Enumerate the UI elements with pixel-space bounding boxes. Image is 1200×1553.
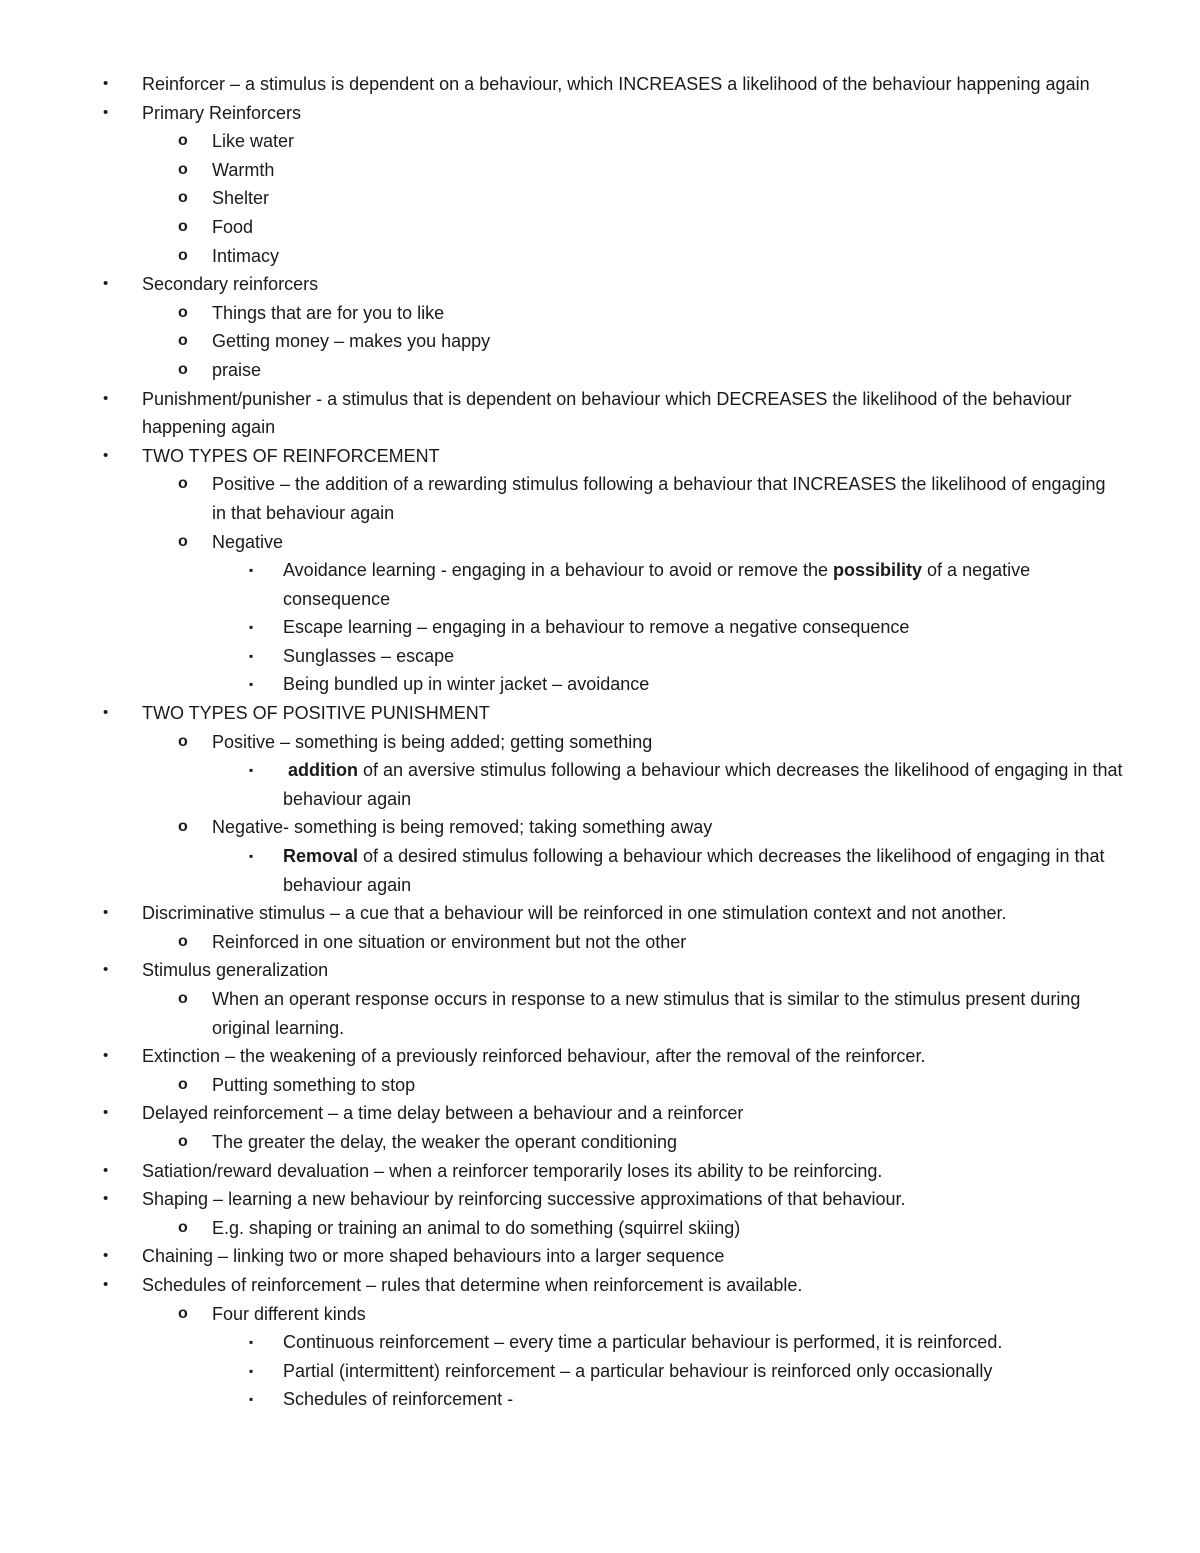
list-item-level-2 bbox=[0, 1214, 1122, 1243]
circle-marker: o bbox=[178, 360, 188, 378]
list-item-level-3 bbox=[0, 756, 1128, 813]
list-item-level-2 bbox=[0, 1300, 1122, 1329]
circle-marker: o bbox=[178, 1218, 188, 1236]
bullet-marker: • bbox=[103, 446, 109, 464]
circle-marker: o bbox=[178, 246, 188, 264]
list-item-level-1 bbox=[0, 956, 1122, 985]
list-item-level-2 bbox=[0, 470, 1122, 527]
list-item-text: Positive – the addition of a rewarding stimulus following a behaviour that INCREASES the likelihood of engaging in that behaviour again bbox=[212, 474, 1106, 523]
list-item-level-2 bbox=[0, 985, 1122, 1042]
list-item-text: Reinforcer – a stimulus is dependent on a behaviour, which INCREASES a likelihood of the behaviour happening again bbox=[142, 74, 1090, 94]
circle-marker: o bbox=[178, 303, 188, 321]
list-item-level-2 bbox=[0, 184, 1122, 213]
list-item-level-2 bbox=[0, 1128, 1122, 1157]
list-item-text: of an aversive stimulus following a behaviour which decreases the likelihood of engaging in that behaviour again bbox=[283, 760, 1128, 809]
square-marker: ▪ bbox=[249, 1335, 254, 1350]
bullet-marker: • bbox=[103, 1275, 109, 1293]
square-marker: ▪ bbox=[249, 648, 254, 663]
list-item-level-1 bbox=[0, 99, 1122, 128]
circle-marker: o bbox=[178, 532, 188, 550]
list-item-level-1 bbox=[0, 899, 1122, 928]
list-item-text: Negative- something is being removed; taking something away bbox=[212, 817, 713, 838]
list-item-level-2 bbox=[0, 156, 1122, 185]
list-item-level-3 bbox=[0, 613, 1123, 642]
list-item-text: Chaining – linking two or more shaped behaviours into a larger sequence bbox=[142, 1246, 725, 1267]
list-item-level-1 bbox=[0, 385, 1122, 442]
square-marker: ▪ bbox=[249, 1392, 254, 1407]
list-item-level-3 bbox=[0, 1385, 1123, 1414]
list-item-level-3 bbox=[0, 1357, 1123, 1386]
list-item-level-1 bbox=[0, 1271, 1122, 1300]
bullet-marker: • bbox=[103, 904, 109, 922]
list-item-text: Getting money – makes you happy bbox=[212, 331, 491, 352]
list-item-text: The greater the delay, the weaker the operant conditioning bbox=[212, 1131, 677, 1152]
list-item-text: Negative bbox=[212, 531, 284, 552]
list-item-level-3 bbox=[0, 642, 1123, 671]
list-item-text: Sunglasses – escape bbox=[283, 645, 455, 666]
circle-marker: o bbox=[178, 1132, 188, 1150]
list-item-level-2 bbox=[0, 728, 1122, 757]
list-item-text: Food bbox=[212, 216, 254, 237]
list-item-text: Secondary reinforcers bbox=[142, 274, 319, 295]
list-item-text: Punishment/punisher - a stimulus that is dependent on behaviour which DECREASES the likelihood of the behaviour happening again bbox=[142, 388, 1072, 438]
bullet-marker: • bbox=[103, 1247, 109, 1265]
circle-marker: o bbox=[178, 818, 188, 836]
list-item-text: Four different kinds bbox=[212, 1303, 366, 1324]
circle-marker: o bbox=[178, 990, 188, 1007]
bullet-marker: • bbox=[103, 75, 109, 92]
list-item-level-1 bbox=[0, 699, 1122, 728]
list-item-text: Schedules of reinforcement - bbox=[283, 1389, 514, 1410]
list-item-level-2 bbox=[0, 1071, 1122, 1100]
circle-marker: o bbox=[178, 732, 188, 750]
circle-marker: o bbox=[178, 932, 188, 950]
emphasis-text: possibility bbox=[833, 560, 923, 581]
bullet-marker: • bbox=[103, 1190, 109, 1208]
list-item-level-2 bbox=[0, 213, 1122, 242]
list-item-text: Delayed reinforcement – a time delay between a behaviour and a reinforcer bbox=[142, 1103, 744, 1124]
bullet-marker: • bbox=[103, 275, 109, 293]
list-item-text: Being bundled up in winter jacket – avoidance bbox=[283, 674, 650, 695]
list-item-text: TWO TYPES OF POSITIVE PUNISHMENT bbox=[142, 703, 490, 724]
list-item-text: Discriminative stimulus – a cue that a behaviour will be reinforced in one stimulation context and not another. bbox=[142, 903, 1007, 924]
list-item-text: praise bbox=[212, 359, 262, 380]
list-item-text: Like water bbox=[212, 131, 295, 152]
list-item-text: Avoidance learning - engaging in a behaviour to avoid or remove the bbox=[283, 560, 834, 581]
circle-marker: o bbox=[178, 1304, 188, 1322]
bullet-marker: • bbox=[103, 1161, 109, 1179]
list-item-text: When an operant response occurs in response to a new stimulus that is similar to the stimulus present during original learning. bbox=[212, 989, 1081, 1038]
list-item-text: TWO TYPES OF REINFORCEMENT bbox=[142, 445, 440, 466]
emphasis-text: addition bbox=[288, 760, 359, 781]
bullet-marker: • bbox=[103, 961, 109, 979]
list-item-text: E.g. shaping or training an animal to do something (squirrel skiing) bbox=[212, 1217, 741, 1238]
list-item-level-1 bbox=[0, 1242, 1122, 1271]
list-item-level-1 bbox=[0, 1185, 1122, 1214]
list-item-text: Schedules of reinforcement – rules that determine when reinforcement is available. bbox=[142, 1274, 803, 1295]
list-item-text: of a desired stimulus following a behaviour which decreases the likelihood of engaging in that behaviour again bbox=[283, 846, 1110, 895]
circle-marker: o bbox=[178, 132, 188, 150]
list-item-level-3 bbox=[0, 1328, 1123, 1357]
list-item-level-1 bbox=[0, 1099, 1122, 1128]
list-item-text: Intimacy bbox=[212, 245, 280, 266]
circle-marker: o bbox=[178, 217, 188, 235]
list-item-level-2 bbox=[0, 127, 1122, 156]
bullet-marker: • bbox=[103, 103, 109, 121]
list-item-text: Shaping – learning a new behaviour by reinforcing successive approximations of that behaviour. bbox=[142, 1189, 906, 1210]
list-item-text: Putting something to stop bbox=[212, 1074, 416, 1095]
list-item-text: Things that are for you to like bbox=[212, 302, 445, 323]
list-item-level-1 bbox=[0, 70, 1122, 99]
list-item-text: Warmth bbox=[212, 159, 275, 180]
notes-outline bbox=[0, 70, 1200, 1414]
square-marker: ▪ bbox=[249, 849, 254, 864]
list-item-level-2 bbox=[0, 327, 1122, 356]
square-marker: ▪ bbox=[249, 563, 254, 578]
list-item-level-1 bbox=[0, 1157, 1122, 1186]
circle-marker: o bbox=[178, 189, 188, 207]
square-marker: ▪ bbox=[249, 763, 254, 778]
list-item-text: Primary Reinforcers bbox=[142, 102, 302, 123]
circle-marker: o bbox=[178, 475, 188, 493]
square-marker: ▪ bbox=[249, 677, 254, 692]
list-item-text: Continuous reinforcement – every time a particular behaviour is performed, it is reinforced. bbox=[283, 1332, 1003, 1353]
bullet-marker: • bbox=[103, 704, 109, 722]
list-item-level-1 bbox=[0, 1042, 1122, 1071]
list-item-level-1 bbox=[0, 442, 1122, 471]
list-item-text: Shelter bbox=[212, 188, 270, 209]
list-item-level-3 bbox=[0, 556, 1123, 613]
list-item-level-3 bbox=[0, 842, 1123, 899]
emphasis-text: Removal bbox=[283, 846, 359, 867]
list-item-level-2 bbox=[0, 299, 1122, 328]
list-item-level-2 bbox=[0, 813, 1122, 842]
list-item-text: Stimulus generalization bbox=[142, 960, 329, 981]
circle-marker: o bbox=[178, 160, 188, 178]
list-item-text: of a negative consequence bbox=[283, 560, 1036, 609]
list-item-text: Partial (intermittent) reinforcement – a particular behaviour is reinforced only occasionally bbox=[283, 1360, 993, 1381]
list-item-text: Satiation/reward devaluation – when a reinforcer temporarily loses its ability to be reinforcing. bbox=[142, 1160, 883, 1181]
list-item-level-3 bbox=[0, 670, 1123, 699]
list-item-level-2 bbox=[0, 242, 1122, 271]
list-item-text: Positive – something is being added; getting something bbox=[212, 731, 653, 752]
bullet-marker: • bbox=[103, 389, 109, 407]
circle-marker: o bbox=[178, 1075, 188, 1093]
bullet-marker: • bbox=[103, 1047, 109, 1065]
square-marker: ▪ bbox=[249, 620, 254, 635]
circle-marker: o bbox=[178, 332, 188, 350]
list-item-text: Reinforced in one situation or environment but not the other bbox=[212, 931, 687, 952]
list-item-level-1 bbox=[0, 270, 1122, 299]
list-item-text: Extinction – the weakening of a previously reinforced behaviour, after the removal of the reinforcer. bbox=[142, 1046, 926, 1067]
list-item-level-2 bbox=[0, 928, 1122, 957]
square-marker: ▪ bbox=[249, 1363, 254, 1378]
list-item-level-2 bbox=[0, 528, 1122, 557]
bullet-marker: • bbox=[103, 1104, 109, 1122]
list-item-text: Escape learning – engaging in a behaviour to remove a negative consequence bbox=[283, 617, 910, 638]
list-item-level-2 bbox=[0, 356, 1122, 385]
